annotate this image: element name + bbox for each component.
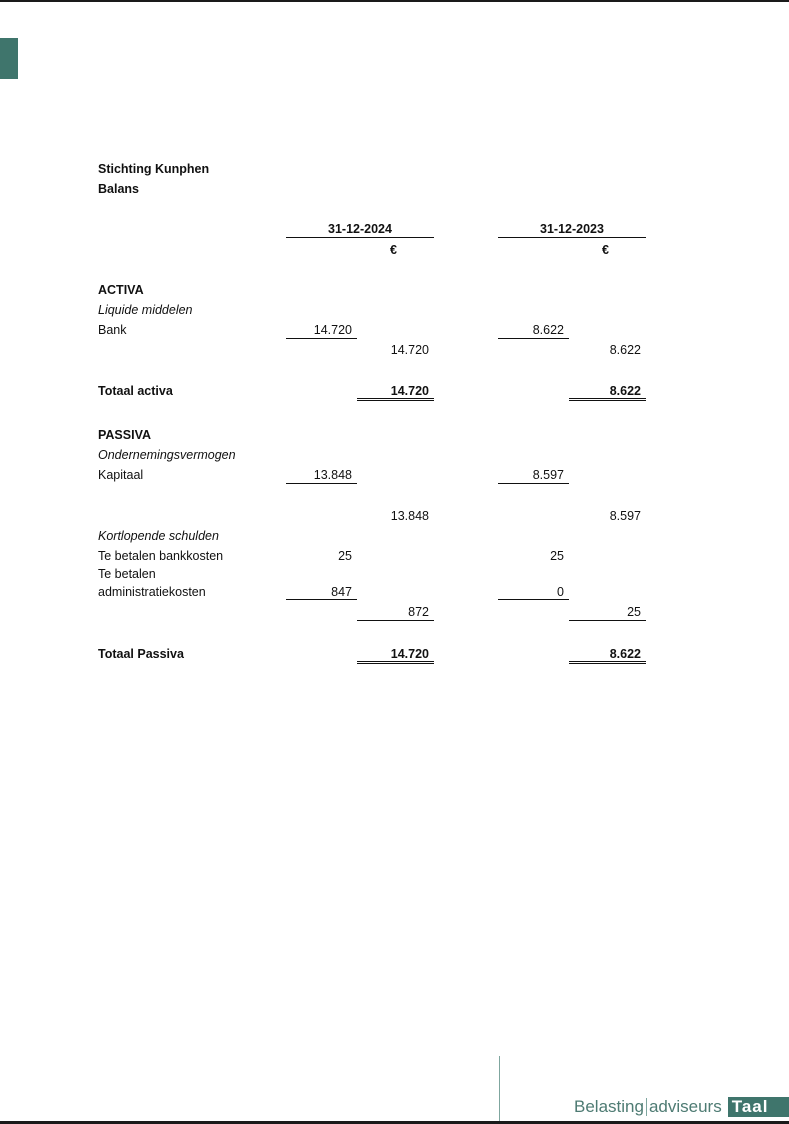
- passiva-group2-label: Kortlopende schulden: [98, 529, 219, 543]
- double-underline: [569, 661, 646, 664]
- company-logo: [574, 1096, 789, 1118]
- underline: [498, 483, 569, 484]
- group1-subtotal-2023: 8.597: [609, 509, 641, 523]
- kapitaal-value-2024: 13.848: [313, 468, 352, 482]
- group2-subtotal-2024: 872: [408, 605, 429, 619]
- page-title: Balans: [98, 182, 139, 196]
- currency-2023: €: [602, 243, 609, 257]
- underline: [286, 483, 357, 484]
- total-activa-label: Totaal activa: [98, 384, 173, 398]
- group2-subtotal-2023: 25: [627, 605, 641, 619]
- row-label-bankkosten: Te betalen bankkosten: [98, 549, 224, 563]
- total-activa-2023: 8.622: [609, 384, 641, 398]
- admin-value-2024: 847: [331, 585, 352, 599]
- row-label-admin-line1: Te betalen: [98, 567, 156, 581]
- page-tab-marker: [0, 38, 18, 79]
- total-passiva-2023: 8.622: [609, 647, 641, 661]
- underline: [498, 338, 569, 339]
- column-date-2024: 31-12-2024: [328, 222, 392, 236]
- bankkosten-value-2024: 25: [338, 549, 352, 563]
- double-underline: [569, 398, 646, 401]
- header-underline-2023: [498, 237, 646, 238]
- logo-text-adviseurs: adviseurs: [648, 1097, 722, 1116]
- bank-value-2023: 8.622: [532, 323, 564, 337]
- total-passiva-label: Totaal Passiva: [98, 647, 184, 661]
- underline: [357, 620, 434, 621]
- top-border: [0, 0, 789, 2]
- underline: [286, 599, 357, 600]
- logo-text-taal: Taal: [728, 1097, 789, 1117]
- double-underline: [357, 398, 434, 401]
- activa-subtotal-2023: 8.622: [609, 343, 641, 357]
- logo-separator: [646, 1098, 647, 1116]
- total-passiva-2024: 14.720: [390, 647, 429, 661]
- underline: [569, 620, 646, 621]
- admin-value-2023: 0: [557, 585, 564, 599]
- total-activa-2024: 14.720: [390, 384, 429, 398]
- group1-subtotal-2024: 13.848: [390, 509, 429, 523]
- row-label-kapitaal: Kapitaal: [98, 468, 144, 482]
- currency-2024: €: [390, 243, 397, 257]
- column-date-2023: 31-12-2023: [540, 222, 604, 236]
- activa-group-label: Liquide middelen: [98, 303, 193, 317]
- organization-name: Stichting Kunphen: [98, 162, 210, 176]
- row-label-bank: Bank: [98, 323, 127, 337]
- header-underline-2024: [286, 237, 434, 238]
- activa-heading: ACTIVA: [98, 283, 144, 297]
- bank-value-2024: 14.720: [313, 323, 352, 337]
- kapitaal-value-2023: 8.597: [532, 468, 564, 482]
- footer-divider: [499, 1056, 500, 1122]
- double-underline: [357, 661, 434, 664]
- passiva-group1-label: Ondernemingsvermogen: [98, 448, 236, 462]
- row-label-admin-line2: administratiekosten: [98, 585, 206, 599]
- passiva-heading: PASSIVA: [98, 428, 152, 442]
- logo-text-belasting: Belasting: [574, 1097, 644, 1116]
- underline: [498, 599, 569, 600]
- bankkosten-value-2023: 25: [550, 549, 564, 563]
- activa-subtotal-2024: 14.720: [390, 343, 429, 357]
- underline: [286, 338, 357, 339]
